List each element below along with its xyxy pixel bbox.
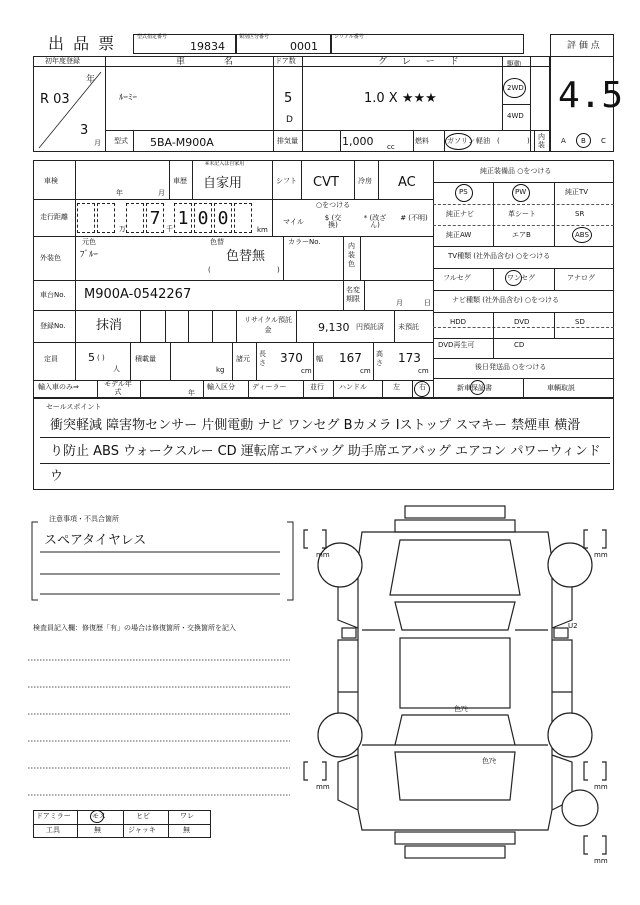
drive-2wd: 2WD (507, 84, 524, 92)
mileage-digit-1: 7 (146, 203, 164, 233)
recycle: 9,130 (318, 321, 350, 334)
after-warranty-circle (470, 380, 485, 395)
grade: 1.0 X ★★★ (364, 91, 437, 106)
orig-color: ﾌﾞﾙｰ (80, 250, 99, 260)
fuel-gasoline-circle (445, 133, 472, 150)
first-reg-era: R 03 (40, 92, 70, 107)
serial-label: シリアル番号 (334, 34, 364, 40)
doors-label: ドア数 (275, 57, 296, 65)
tv-oneseg-circle (505, 270, 522, 286)
fuel-gasoline: ガソリン (447, 137, 475, 145)
capacity-label: 定員 (44, 355, 58, 363)
height: 173 (398, 351, 421, 365)
equip-ps-circle (455, 184, 473, 202)
shift: CVT (313, 175, 339, 190)
mirror-moss: モス (92, 812, 106, 820)
drive-2wd-circle (503, 78, 526, 98)
notes-label: 注意事項・不具合箇所 (49, 515, 119, 523)
equip-abs: ABS (575, 231, 589, 239)
import-label: 輸入車のみ⇒ (38, 383, 79, 391)
mileage-label: 走行距離 (40, 213, 68, 221)
reg: 抹消 (96, 318, 123, 333)
equip-pw: PW (515, 188, 527, 196)
notes-text: スペアタイヤレス (44, 533, 147, 548)
damage-color-1: 色ｱｾ (454, 705, 468, 713)
model: 5BA-M900A (150, 136, 214, 149)
first-reg-label: 初年度登録 (45, 57, 80, 65)
interior-label: 内装 (538, 133, 545, 149)
damage-u2: U2 (568, 622, 578, 630)
displacement-label: 排気量 (277, 137, 298, 145)
shift-label: シフト (276, 177, 297, 185)
fuel-label: 燃料 (415, 137, 429, 145)
ac: AC (398, 175, 416, 190)
car-name: ﾙｰﾐｰ (119, 93, 138, 103)
displacement: 1,000 (342, 135, 374, 148)
damage-color-2: 色ｱｾ (482, 757, 496, 765)
car-name-label: 車 名 (176, 57, 251, 67)
capacity: 5 (88, 351, 95, 364)
chassis: M900A-0542267 (84, 287, 192, 302)
car-damage-diagram (300, 500, 640, 870)
sales-label: セールスポイント (46, 403, 102, 411)
reg-label: 登録No. (40, 322, 66, 330)
model-no: 19834 (190, 40, 225, 53)
equip-ps: PS (459, 188, 468, 196)
form-title: 出 品 票 (48, 34, 117, 53)
tv-oneseg: ワンセグ (507, 274, 535, 282)
doors: 5 (284, 91, 293, 106)
equip-abs-circle (572, 227, 592, 243)
class-no-label: 類別区分番号 (239, 34, 270, 40)
mileage-digit-3: 0 (194, 203, 212, 233)
mileage-digit-4: 0 (214, 203, 232, 233)
equip-title: 純正装備品 ○をつける (480, 167, 552, 175)
class-no: 0001 (290, 40, 318, 53)
interior-b: B (581, 137, 586, 145)
after-warranty: 新車保証書 (457, 384, 492, 392)
model-no-label: 型式指定番号 (137, 34, 168, 40)
mileage-digit-2: 1 (174, 203, 192, 233)
score-value: 4.5 (558, 75, 624, 116)
color-label: 外装色 (40, 254, 61, 262)
inspector-label: 検査員記入欄：修復歴「有」の場合は修復箇所・交換箇所を記入 (33, 624, 236, 632)
grade-label: グ レ ー ド (378, 57, 465, 67)
sales-line-3: ウ (50, 469, 64, 484)
mirror-moss-circle (90, 810, 104, 823)
first-reg-month: 3 (80, 123, 89, 138)
sales-line-1: 衝突軽減 障害物センサー 片側電動 ナビ ワンセグ Bカメラ Iストップ スマキー 禁煙車 横滑 (50, 418, 581, 433)
handle-right: 右 (419, 383, 426, 391)
model-label: 型式 (114, 137, 128, 145)
history: 自家用 (203, 176, 243, 191)
chassis-label: 車台No. (40, 291, 66, 299)
fuel-diesel: 軽油 (476, 137, 490, 145)
interior-b-circle (576, 133, 591, 148)
width: 167 (339, 351, 362, 365)
history-label: 車歴 (173, 177, 187, 185)
equip-pw-circle (512, 184, 530, 202)
length: 370 (280, 351, 303, 365)
ac-label: 冷房 (358, 177, 372, 185)
score-label: 評 価 点 (567, 41, 600, 51)
handle-right-circle (414, 381, 430, 397)
recolor: 色替無 (226, 249, 266, 264)
sales-line-2: り防止 ABS ウォークスルー CD 運転席エアバッグ 助手席エアバッグ エアコン パワーウィンド (50, 444, 601, 459)
drive-label: 駆動 (507, 60, 521, 68)
drive-4wd: 4WD (507, 112, 524, 120)
shaken-label: 車検 (44, 177, 58, 185)
